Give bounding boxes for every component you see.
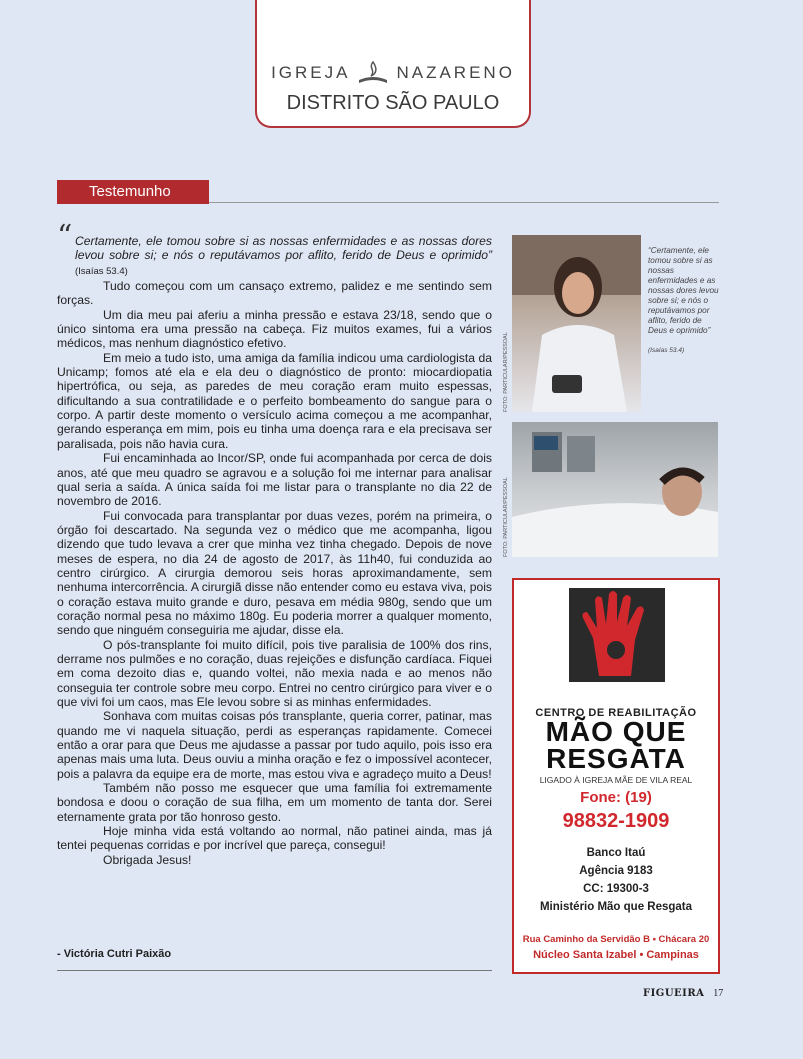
- article-paragraph: Obrigada Jesus!: [103, 852, 192, 867]
- photo-credit-1: FOTO: PARTICULAR/PESSOAL: [503, 332, 509, 412]
- ad-address-1: Rua Caminho da Servidão B • Chácara 20: [522, 934, 710, 945]
- advertisement-mao-que-resgata: [512, 578, 720, 974]
- header-subtitle: DISTRITO SÃO PAULO: [286, 92, 500, 114]
- ad-center-title: CENTRO DE REABILITAÇÃO: [535, 707, 697, 719]
- header-left-word: IGREJA: [271, 63, 351, 82]
- section-title: Testemunho: [89, 183, 171, 200]
- section-divider: [209, 202, 719, 203]
- article-paragraph: Fui encaminhada ao Incor/SP, onde fui acompanhada por cerca de dois anos, até que meu quadro se agravou e a solução foi me internar para analisar qual seria a saída. A única saída foi me listar para o transplante no dia 22 de novembro de 2016.: [57, 451, 492, 509]
- article-body: [57, 219, 492, 867]
- article-paragraph: Sonhava com muitas coisas pós transplante, queria correr, patinar, mas quando me vi naquela situação, perdi as esperanças rapidamente. Comecei então a orar para que Deus me ajudasse a passar por tudo aquilo, pois isso era apenas mais uma luta. Deus ouviu a minha oração e fez o impossível acontecer, pois a palavra da equipe era de morte, mas estou viva e agradeço muito a Deus!: [57, 709, 492, 781]
- header-box: [255, 0, 531, 128]
- quote-text: Certamente, ele tomou sobre si as nossas enfermidades e as nossas dores levou sobre si; e nós o reputávamos por aflito, ferido de Deus e oprimido”: [75, 234, 492, 263]
- patient-photo-illustration: [512, 235, 641, 412]
- page-footer: [643, 988, 723, 999]
- side-quote-ref: (Isaías 53.4): [648, 347, 685, 354]
- ad-address-2: Núcleo Santa Izabel • Campinas: [533, 949, 699, 961]
- header-right-word: NAZARENO: [396, 63, 515, 82]
- header-top-line: [257, 60, 529, 86]
- article-paragraph: Hoje minha vida está voltando ao normal, não patinei ainda, mas já tentei pequenas corridas e por incrível que pareça, consegui!: [57, 824, 492, 853]
- ad-bank-line: Banco Itaú: [586, 847, 646, 859]
- article-paragraph: Um dia meu pai aferiu a minha pressão e estava 23/18, sendo que o único sintoma era uma pressão na cabeça. Fiz muitos exames, fui a vários médicos, mas nenhum diagnóstico efetivo.: [57, 307, 492, 351]
- footer-brand: FIGUEIRA: [643, 988, 705, 999]
- section-title-bar: [57, 180, 209, 204]
- ad-name-line1: MÃO QUE: [545, 716, 687, 747]
- article-paragraph: Fui convocada para transplantar por duas vezes, porém na primeira, o órgão foi descartado. Na segunda vez o médico que me acompanha, ligou dizendo que tudo levava a crer que minha vez tinha chegado. Depois de nove meses de espera, no dia 24 de agosto de 2017, às 11h40, fui conduzida ao centro cirúrgico. A cirurgia demorou seis horas aproximandamente, sem nenhuma intercorrência. A cirurgiã disse não entender como eu estava viva, pois o coração estava muito grande e duro, pesava em média 980g, sendo que um coração normal pesa no máximo 180g. Eu poderia morrer a qualquer momento, sendo que ninguém conseguiria me ajudar, disse ela.: [57, 508, 492, 638]
- red-hand-icon: [569, 588, 665, 682]
- patient-photo-icu: [512, 422, 718, 557]
- side-quote-text: “Certamente, ele tomou sobre si as nossas enfermidades e as nossas dores levou sobre si; e nós o reputávamos por aflito, ferido de Deus e oprimido”: [648, 246, 719, 335]
- page-number: 17: [713, 988, 724, 999]
- article-bottom-rule: [57, 970, 492, 971]
- article-paragraph: O pós-transplante foi muito difícil, pois tive paralisia de 100% dos rins, derrame nos pulmões e no coração, duas rejeições e disfunção cardíaca. Fiquei em coma dezoito dias e, quando voltei, não mexia nada e ao menos não conseguia ter controle sobre meu corpo. Entrei no centro cirúrgico para viver e o que vivi foi um caos, mas Ele levou sobre si as minhas enfermidades.: [57, 637, 492, 709]
- ad-bank-line: CC: 19300-3: [583, 883, 649, 895]
- article-author: - Victória Cutri Paixão: [57, 948, 172, 960]
- ad-fone-label: Fone: (19): [580, 789, 652, 806]
- ad-ligado: LIGADO À IGREJA MÃE DE VILA REAL: [539, 775, 693, 785]
- icu-photo-illustration: [512, 422, 718, 557]
- article-paragraph: Também não posso me esquecer que uma família foi extremamente bondosa e doou o coração de sua filha, em um momento de tanta dor. Serei eternamente grata por tão honroso gesto.: [57, 781, 492, 824]
- side-quote: [648, 246, 722, 356]
- ad-name: [514, 718, 718, 772]
- patient-photo-hospital-bed: [512, 235, 641, 412]
- quote-ref: (Isaías 53.4): [75, 265, 128, 277]
- ad-logo-box: [569, 588, 665, 682]
- photo-credit-2: FOTO: PARTICULAR/PESSOAL: [503, 477, 509, 557]
- ad-bank-line: Ministério Mão que Resgata: [539, 901, 693, 913]
- ad-name-line2: RESGATA: [546, 743, 686, 774]
- article-paragraph: Em meio a tudo isto, uma amiga da família indicou uma cardiologista da Unicamp; fomos até ela e ela deu o diagnóstico de pronto: miocardiopatia hipertrófica, ou seja, as paredes de meu coração eram muito espessas, dificultando a sua contratilidade e o perfeito bombeamento do sangue para o corpo. A partir deste momento o versículo acima começou a me acompanhar, gerando esperança em mim, pois eu tinha uma doença rara e ela precisava ser paralisada, pois não havia cura.: [57, 350, 492, 451]
- article-paragraph: Tudo começou com um cansaço extremo, palidez e me sentindo sem forças.: [57, 279, 492, 308]
- ad-phone: 98832-1909: [562, 810, 670, 832]
- article-quote: [57, 219, 492, 279]
- quote-mark-icon: “: [57, 219, 73, 254]
- nazarene-flame-logo-icon: [356, 60, 390, 86]
- ad-bank-info: [514, 844, 718, 916]
- ad-bank-line: Agência 9183: [579, 865, 653, 877]
